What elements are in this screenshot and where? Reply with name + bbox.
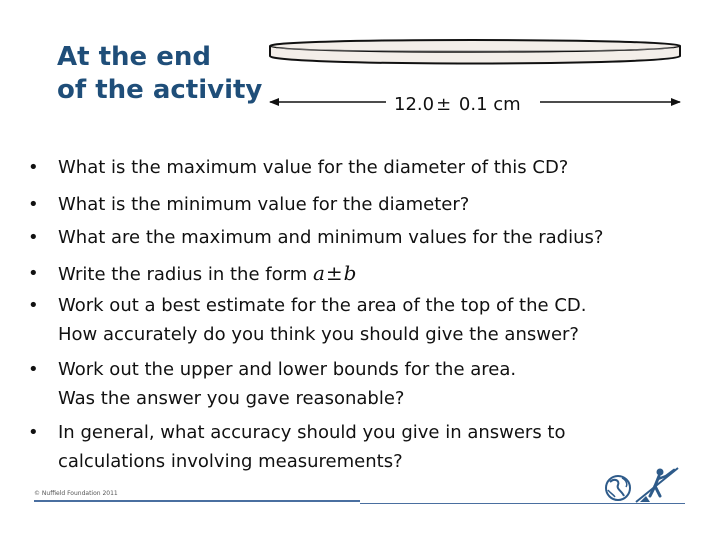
bullet-text: Write the radius in the form bbox=[58, 264, 308, 285]
title-line-1: At the end bbox=[57, 42, 211, 72]
bullet-dot: • bbox=[28, 422, 39, 443]
list-item bbox=[28, 190, 708, 219]
list-item bbox=[28, 355, 708, 413]
bullet-text-continued: How accurately do you think you should give the answer? bbox=[58, 324, 579, 345]
measurement-value: 12.0 bbox=[394, 94, 435, 115]
list-item bbox=[28, 223, 708, 252]
math-plus-minus: ± bbox=[325, 261, 343, 285]
math-b: b bbox=[343, 261, 357, 285]
bullet-dot: • bbox=[28, 157, 39, 178]
bullet-text-continued: calculations involving measurements? bbox=[58, 451, 403, 472]
cd-side-view bbox=[270, 40, 680, 64]
title-line-2: of the activity bbox=[57, 75, 263, 105]
bullet-text: In general, what accuracy should you give in answers to bbox=[58, 422, 566, 443]
list-item bbox=[28, 259, 708, 289]
bullet-text: What is the maximum value for the diameter of this CD? bbox=[58, 157, 569, 178]
footer-divider bbox=[34, 500, 360, 502]
bullet-dot: • bbox=[28, 227, 39, 248]
diameter-measurement-label bbox=[394, 92, 544, 118]
bullet-text: Work out a best estimate for the area of the top of the CD. bbox=[58, 295, 587, 316]
list-item bbox=[28, 153, 708, 182]
math-a: a bbox=[312, 261, 325, 285]
list-item bbox=[28, 291, 708, 349]
bullet-text-continued: Was the answer you gave reasonable? bbox=[58, 388, 405, 409]
nuffield-logo-icon bbox=[600, 466, 680, 508]
slide-title bbox=[57, 41, 267, 107]
bullet-text: Work out the upper and lower bounds for the area. bbox=[58, 359, 517, 380]
bullet-dot: • bbox=[28, 359, 39, 380]
globe-icon bbox=[606, 476, 630, 500]
figure-with-lever-icon bbox=[636, 468, 678, 502]
bullet-dot: • bbox=[28, 295, 39, 316]
bullet-text: What are the maximum and minimum values for the radius? bbox=[58, 227, 604, 248]
copyright-notice: © Nuffield Foundation 2011 bbox=[34, 490, 118, 497]
bullet-dot: • bbox=[28, 263, 39, 284]
measurement-uncertainty: 0.1 cm bbox=[458, 94, 521, 115]
bullet-text: What is the minimum value for the diameter? bbox=[58, 194, 470, 215]
bullet-dot: • bbox=[28, 194, 39, 215]
radius-form-expression bbox=[313, 261, 357, 285]
plus-minus-sign: ± bbox=[436, 94, 452, 115]
